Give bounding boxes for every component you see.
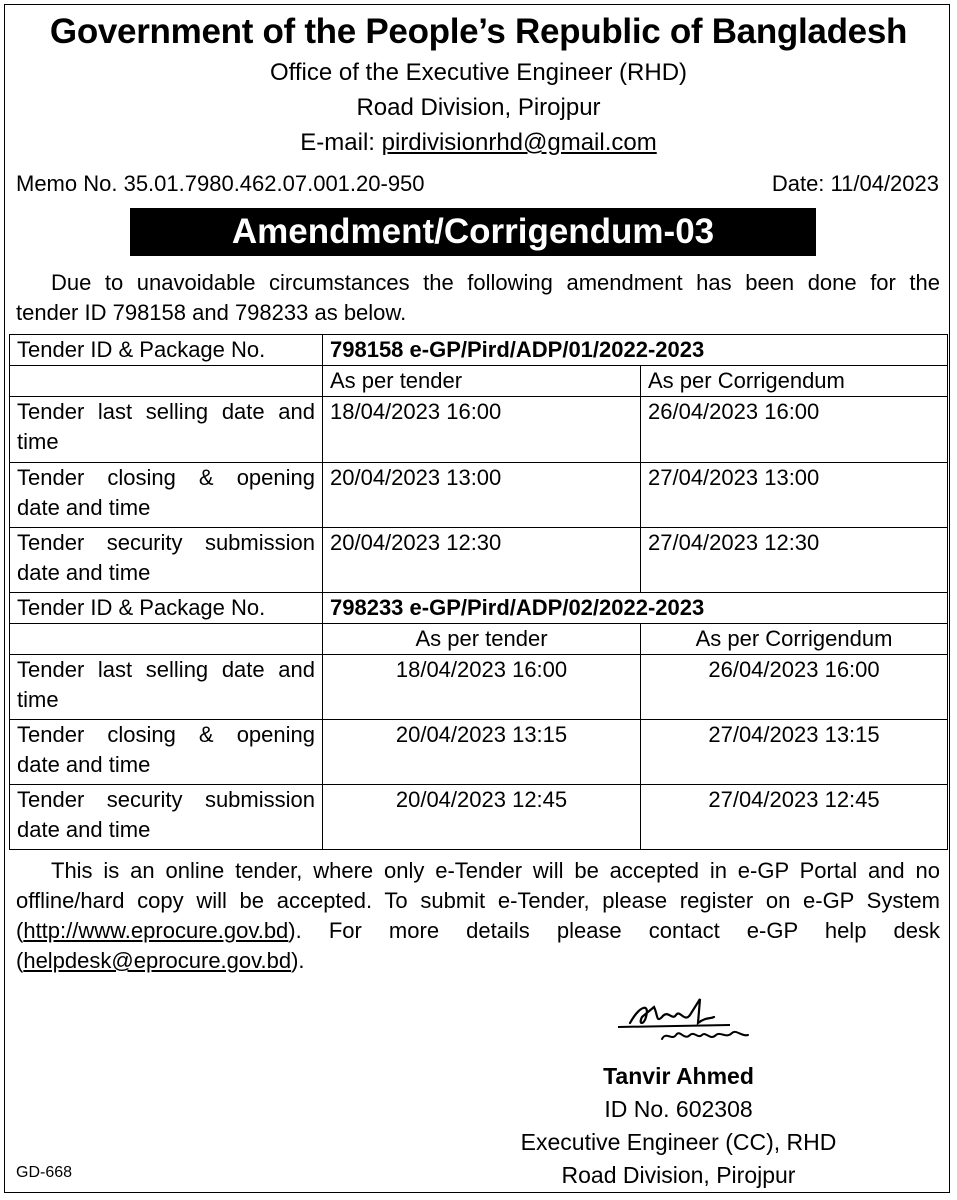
- row-label: Tender closing & opening date and time: [10, 463, 323, 528]
- column-header-corrigendum: As per Corrigendum: [641, 366, 948, 397]
- corrigendum-value: 27/04/2023 13:15: [641, 720, 948, 785]
- table-row: [10, 397, 948, 463]
- tender-id-label: Tender ID & Package No.: [10, 335, 323, 366]
- intro-line-2: tender ID 798158 and 798233 as below.: [16, 300, 407, 325]
- row-label: Tender last selling date and time: [10, 397, 323, 463]
- footer-line-3: (http://www.eprocure.gov.bd). For more details please contact e-GP help desk: [16, 918, 940, 943]
- corrigendum-value: 26/04/2023 16:00: [641, 397, 948, 463]
- tender-value: 18/04/2023 16:00: [323, 655, 641, 720]
- row-label: Tender last selling date and time: [10, 655, 323, 720]
- tender-value: 20/04/2023 12:30: [323, 528, 641, 593]
- division-name: Road Division, Pirojpur: [356, 94, 601, 121]
- table-row: [10, 335, 948, 366]
- signatory-name: Tanvir Ahmed: [603, 1063, 754, 1089]
- signatory-block: [520, 1060, 837, 1192]
- footer-line-1: This is an online tender, where only e-Tender will be accepted in e-GP Portal and no: [51, 858, 940, 883]
- tender-id-label: Tender ID & Package No.: [10, 593, 323, 624]
- table-row: [10, 593, 948, 624]
- table-row: [10, 528, 948, 593]
- footer-paragraph: [16, 856, 940, 976]
- office-name: Office of the Executive Engineer (RHD): [269, 59, 688, 86]
- table-row: [10, 366, 948, 397]
- table-row: [10, 720, 948, 785]
- tender-value: 20/04/2023 13:15: [323, 720, 641, 785]
- footer-line-2: offline/hard copy will be accepted. To submit e-Tender, please register on e-GP System: [16, 888, 940, 913]
- row-label: Tender security submission date and time: [10, 785, 323, 850]
- page-title: Government of the People’s Republic of Bangladesh: [49, 12, 908, 51]
- signature-scribble: [610, 995, 760, 1055]
- corrigendum-value: 27/04/2023 12:45: [641, 785, 948, 850]
- intro-line-1: Due to unavoidable circumstances the following amendment has been done for the: [51, 270, 940, 295]
- corrigendum-value: 26/04/2023 16:00: [641, 655, 948, 720]
- tender-value: 20/04/2023 12:45: [323, 785, 641, 850]
- memo-number: Memo No. 35.01.7980.462.07.001.20-950: [16, 171, 425, 196]
- amendment-banner: Amendment/Corrigendum-03: [130, 208, 816, 256]
- intro-paragraph: [16, 268, 940, 328]
- tender-table: [9, 334, 948, 850]
- email-label: E-mail:: [300, 129, 382, 156]
- package-number: 798158 e-GP/Pird/ADP/01/2022-2023: [323, 335, 948, 366]
- empty-cell: [10, 366, 323, 397]
- email-line: [0, 128, 957, 158]
- table-row: [10, 785, 948, 850]
- tender-value: 18/04/2023 16:00: [323, 397, 641, 463]
- table-row: [10, 463, 948, 528]
- eprocure-link[interactable]: http://www.eprocure.gov.bd: [23, 918, 289, 943]
- signatory-office: Road Division, Pirojpur: [561, 1162, 796, 1188]
- row-label: Tender closing & opening date and time: [10, 720, 323, 785]
- document-code: GD-668: [16, 1164, 73, 1181]
- package-number: 798233 e-GP/Pird/ADP/02/2022-2023: [323, 593, 948, 624]
- table-row: [10, 624, 948, 655]
- column-header-corrigendum: As per Corrigendum: [641, 624, 948, 655]
- column-header-tender: As per tender: [323, 366, 641, 397]
- memo-row: [16, 170, 939, 198]
- tender-value: 20/04/2023 13:00: [323, 463, 641, 528]
- signatory-designation: Executive Engineer (CC), RHD: [520, 1129, 837, 1155]
- helpdesk-link[interactable]: helpdesk@eprocure.gov.bd: [23, 948, 292, 973]
- empty-cell: [10, 624, 323, 655]
- signatory-id: ID No. 602308: [604, 1096, 753, 1122]
- column-header-tender: As per tender: [323, 624, 641, 655]
- corrigendum-value: 27/04/2023 13:00: [641, 463, 948, 528]
- footer-line-4: (helpdesk@eprocure.gov.bd).: [16, 948, 305, 973]
- row-label: Tender security submission date and time: [10, 528, 323, 593]
- memo-date: Date: 11/04/2023: [771, 171, 939, 196]
- email-link[interactable]: pirdivisionrhd@gmail.com: [381, 129, 657, 156]
- table-row: [10, 655, 948, 720]
- corrigendum-value: 27/04/2023 12:30: [641, 528, 948, 593]
